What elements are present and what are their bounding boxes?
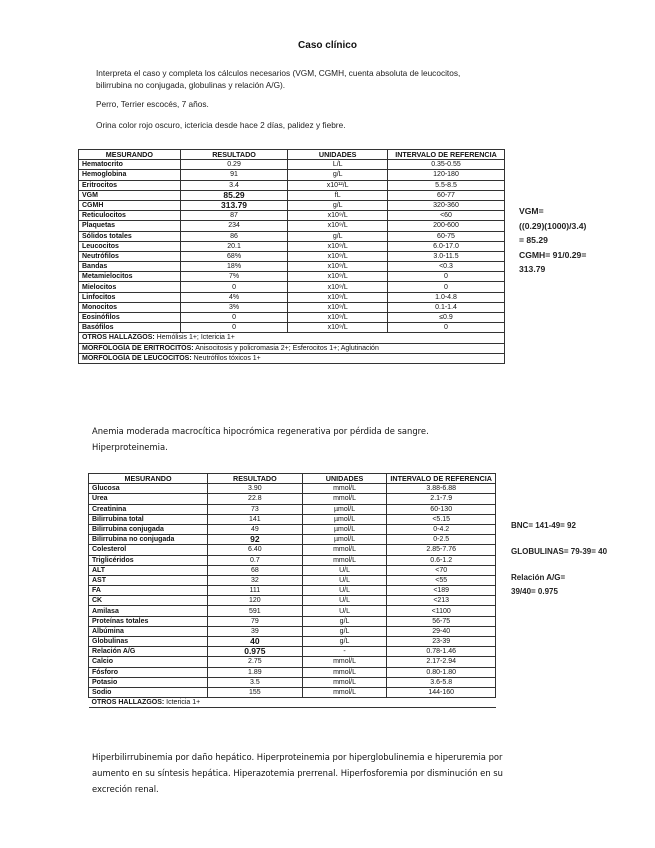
units-cell: x10⁹/L [288,241,388,251]
footer-cell [79,353,505,363]
result-cell: 0 [180,282,288,292]
column-header: RESULTADO [180,150,288,160]
reference-cell: ≤0.9 [388,313,505,323]
reference-cell: 0.80-1.80 [387,667,496,677]
reference-cell: 29-40 [387,626,496,636]
units-cell: U/L [302,575,387,585]
result-cell: 3% [180,302,288,312]
reference-cell: 0-2.5 [387,535,496,545]
footer-label: OTROS HALLAZGOS: [91,699,165,707]
calc-line: 313.79 [519,264,546,274]
table-row [89,687,496,697]
table-row [79,200,505,210]
reference-cell: <55 [387,575,496,585]
table-row [79,241,505,251]
measurand-cell: Sólidos totales [79,231,181,241]
units-cell: U/L [302,596,387,606]
measurand-cell: Amilasa [89,606,208,616]
page-title: Caso clínico [298,40,357,51]
patient-info: Perro, Terrier escocés, 7 años. [96,99,209,109]
reference-cell: 120-180 [388,170,505,180]
reference-cell: 0.1-1.4 [388,302,505,312]
table-row [79,170,505,180]
hemogram-table [78,149,505,364]
reference-cell: <5.15 [387,514,496,524]
table-row [89,514,496,524]
intro-line: bilirrubina no conjugada, globulinas y relación A/G). [96,80,286,90]
units-cell: x10¹²/L [288,180,388,190]
units-cell: x10⁹/L [288,302,388,312]
table-header-row [79,150,505,160]
table-row [89,524,496,534]
reference-cell: 0.78-1.46 [387,647,496,657]
table-footer-row [79,353,505,363]
reference-cell: 60-77 [388,190,505,200]
table-row [79,221,505,231]
units-cell: g/L [302,626,387,636]
units-cell: x10⁹/L [288,211,388,221]
reference-cell: 3.0-11.5 [388,251,505,261]
measurand-cell: Bilirrubina no conjugada [89,535,208,545]
footer-text: Neutrófilos tóxicos 1+ [193,354,261,362]
result-cell: 18% [180,262,288,272]
result-cell: 3.90 [208,484,303,494]
units-cell: U/L [302,565,387,575]
units-cell: mmol/L [302,657,387,667]
measurand-cell: Hemoglobina [79,170,181,180]
result-cell: 234 [180,221,288,231]
reference-cell: <60 [388,211,505,221]
units-cell: x10⁹/L [288,251,388,261]
result-cell: 0.29 [180,160,288,170]
table-row [89,586,496,596]
result-cell: 2.75 [208,657,303,667]
table-row [89,626,496,636]
table-row [79,302,505,312]
units-cell: µmol/L [302,524,387,534]
units-cell: x10⁹/L [288,272,388,282]
result-cell: 87 [180,211,288,221]
table-row [89,555,496,565]
measurand-cell: CGMH [79,200,181,210]
ag-ratio-calculation [511,571,565,599]
result-cell: 1.89 [208,667,303,677]
table-row [79,211,505,221]
table-row [89,535,496,545]
result-cell: 0 [180,323,288,333]
units-cell: g/L [302,637,387,647]
measurand-cell: Triglicéridos [89,555,208,565]
hemogram-interpretation [92,423,429,455]
column-header: INTERVALO DE REFERENCIA [388,150,505,160]
reference-cell: 23-39 [387,637,496,647]
units-cell: mmol/L [302,484,387,494]
units-cell: - [302,647,387,657]
footer-label: OTROS HALLAZGOS: [82,334,155,342]
calc-line: CGMH= 91/0.29= [519,249,587,260]
result-cell: 40 [208,637,303,647]
reference-cell: 0 [388,323,505,333]
result-cell: 7% [180,272,288,282]
units-cell: µmol/L [302,514,387,524]
table-row [79,160,505,170]
reference-cell: 0.6-1.2 [387,555,496,565]
reference-cell: <189 [387,586,496,596]
interpretation-line: Anemia moderada macrocítica hipocrómica regenerativa por pérdida de sangre. [92,426,429,436]
result-cell: 4% [180,292,288,302]
column-header: RESULTADO [208,474,303,484]
reference-cell: 60-75 [388,231,505,241]
measurand-cell: Hematocrito [79,160,181,170]
calc-line: 39/40= 0.975 [511,587,558,596]
measurand-cell: AST [89,575,208,585]
measurand-cell: Eosinófilos [79,313,181,323]
intro-instructions [96,67,460,91]
units-cell: µmol/L [302,504,387,514]
measurand-cell: Bandas [79,262,181,272]
measurand-cell: Potasio [89,677,208,687]
units-cell: U/L [302,606,387,616]
measurand-cell: Relación A/G [89,647,208,657]
reference-cell: <0.3 [388,262,505,272]
measurand-cell: Proteínas totales [89,616,208,626]
calc-line: Relación A/G= [511,573,566,582]
calc-line: ((0.29)(1000)/3.4) [519,220,587,231]
result-cell: 0.7 [208,555,303,565]
column-header: MESURANDO [79,150,181,160]
measurand-cell: Neutrófilos [79,251,181,261]
table-row [79,251,505,261]
footer-cell [79,343,505,353]
result-cell: 22.8 [208,494,303,504]
result-cell: 68 [208,565,303,575]
measurand-cell: Calcio [89,657,208,667]
reference-cell: 0-4.2 [387,524,496,534]
footer-text: Anisocitosis y policromasia 2+; Esferocitos 1+; Aglutinación [195,344,379,352]
footer-cell [79,333,505,343]
measurand-cell: Reticulocitos [79,211,181,221]
units-cell: µmol/L [302,535,387,545]
table-row [89,494,496,504]
table-row [89,606,496,616]
units-cell: x10⁹/L [288,323,388,333]
measurand-cell: CK [89,596,208,606]
table-row [89,545,496,555]
units-cell: g/L [288,200,388,210]
reference-cell: 200-600 [388,221,505,231]
table-row [89,484,496,494]
units-cell: mmol/L [302,494,387,504]
measurand-cell: Plaquetas [79,221,181,231]
result-cell: 141 [208,514,303,524]
table-row [79,292,505,302]
interpretation-line: aumento en su síntesis hepática. Hiperazotemia prerrenal. Hiperfosforemia por disminución en su [92,768,503,778]
units-cell: x10⁹/L [288,313,388,323]
result-cell: 92 [208,535,303,545]
result-cell: 120 [208,596,303,606]
table-row [79,272,505,282]
reference-cell: 3.6-5.8 [387,677,496,687]
result-cell: 155 [208,687,303,697]
reference-cell: <1100 [387,606,496,616]
measurand-cell: Eritrocitos [79,180,181,190]
result-cell: 86 [180,231,288,241]
result-cell: 39 [208,626,303,636]
measurand-cell: Colesterol [89,545,208,555]
column-header: UNIDADES [302,474,387,484]
table-footer-row [79,343,505,353]
measurand-cell: Glucosa [89,484,208,494]
measurand-cell: Urea [89,494,208,504]
table-row [79,231,505,241]
interpretation-line: Hiperproteinemia. [92,442,168,452]
result-cell: 85.29 [180,190,288,200]
table-row [79,262,505,272]
measurand-cell: Globulinas [89,637,208,647]
table-footer-row [79,333,505,343]
clinical-signs: Orina color rojo oscuro, ictericia desde hace 2 días, palidez y fiebre. [96,120,346,130]
table-row [89,616,496,626]
reference-cell: 6.0-17.0 [388,241,505,251]
reference-cell: 2.1-7.9 [387,494,496,504]
table-row [89,657,496,667]
intro-line: Interpreta el caso y completa los cálculos necesarios (VGM, CGMH, cuenta absoluta de leucocitos, [96,68,461,78]
units-cell: mmol/L [302,545,387,555]
units-cell: mmol/L [302,687,387,697]
measurand-cell: Linfocitos [79,292,181,302]
footer-label: MORFOLOGÍA DE ERITROCITOS: [82,344,194,352]
measurand-cell: Bilirrubina conjugada [89,524,208,534]
column-header: MESURANDO [89,474,208,484]
table-header-row [89,474,496,484]
reference-cell: 2.85-7.76 [387,545,496,555]
table-row [79,282,505,292]
result-cell: 591 [208,606,303,616]
table-row [79,180,505,190]
measurand-cell: Fósforo [89,667,208,677]
measurand-cell: Sodio [89,687,208,697]
measurand-cell: Basófilos [79,323,181,333]
units-cell: g/L [288,231,388,241]
result-cell: 68% [180,251,288,261]
biochemistry-interpretation [92,749,503,797]
result-cell: 313.79 [180,200,288,210]
table-row [89,667,496,677]
reference-cell: 0 [388,272,505,282]
result-cell: 6.40 [208,545,303,555]
reference-cell: 60-130 [387,504,496,514]
units-cell: U/L [302,586,387,596]
result-cell: 0.975 [208,647,303,657]
reference-cell: 0.35-0.55 [388,160,505,170]
calc-line: = 85.29 [519,235,548,245]
units-cell: fL [288,190,388,200]
column-header: UNIDADES [288,150,388,160]
hematology-calculations [519,204,586,277]
result-cell: 3.5 [208,677,303,687]
table-row [89,647,496,657]
units-cell: x10⁹/L [288,292,388,302]
result-cell: 0 [180,313,288,323]
globulins-calculation: GLOBULINAS= 79-39= 40 [511,547,608,556]
units-cell: g/L [302,616,387,626]
units-cell: x10⁹/L [288,221,388,231]
result-cell: 91 [180,170,288,180]
reference-cell: 1.0-4.8 [388,292,505,302]
footer-text: Hemólisis 1+; Ictericia 1+ [156,334,235,342]
column-header: INTERVALO DE REFERENCIA [387,474,496,484]
result-cell: 49 [208,524,303,534]
reference-cell: 0 [388,282,505,292]
units-cell: mmol/L [302,667,387,677]
result-cell: 111 [208,586,303,596]
reference-cell: 144-160 [387,687,496,697]
measurand-cell: Monocitos [79,302,181,312]
reference-cell: 5.5-8.5 [388,180,505,190]
table-row [79,190,505,200]
measurand-cell: Bilirrubina total [89,514,208,524]
measurand-cell: Metamielocitos [79,272,181,282]
interpretation-line: Hiperbilirrubinemia por daño hepático. Hiperproteinemia por hiperglobulinemia e hiperuremia por [92,752,503,762]
table-row [89,596,496,606]
measurand-cell: FA [89,586,208,596]
measurand-cell: Mielocitos [79,282,181,292]
measurand-cell: Leucocitos [79,241,181,251]
reference-cell: <70 [387,565,496,575]
table-row [89,677,496,687]
units-cell: L/L [288,160,388,170]
result-cell: 3.4 [180,180,288,190]
biochemistry-table [88,473,496,708]
bnc-calculation: BNC= 141-49= 92 [511,521,576,530]
result-cell: 73 [208,504,303,514]
table-row [79,323,505,333]
units-cell: g/L [288,170,388,180]
footer-label: MORFOLOGÍA DE LEUCOCITOS: [82,354,192,362]
footer-text: Ictericia 1+ [166,699,201,707]
table-footer-row [89,698,496,708]
measurand-cell: Albúmina [89,626,208,636]
reference-cell: 56-75 [387,616,496,626]
result-cell: 32 [208,575,303,585]
result-cell: 20.1 [180,241,288,251]
measurand-cell: Creatinina [89,504,208,514]
reference-cell: 3.88-6.88 [387,484,496,494]
table-row [89,504,496,514]
interpretation-line: excreción renal. [92,784,159,794]
table-row [79,313,505,323]
units-cell: mmol/L [302,677,387,687]
table-row [89,565,496,575]
measurand-cell: ALT [89,565,208,575]
units-cell: mmol/L [302,555,387,565]
measurand-cell: VGM [79,190,181,200]
table-row [89,575,496,585]
reference-cell: 320-360 [388,200,505,210]
calc-line: VGM= [519,206,544,216]
table-row [89,637,496,647]
reference-cell: <213 [387,596,496,606]
units-cell: x10⁹/L [288,262,388,272]
result-cell: 79 [208,616,303,626]
units-cell: x10⁹/L [288,282,388,292]
reference-cell: 2.17-2.94 [387,657,496,667]
footer-cell [89,698,496,708]
